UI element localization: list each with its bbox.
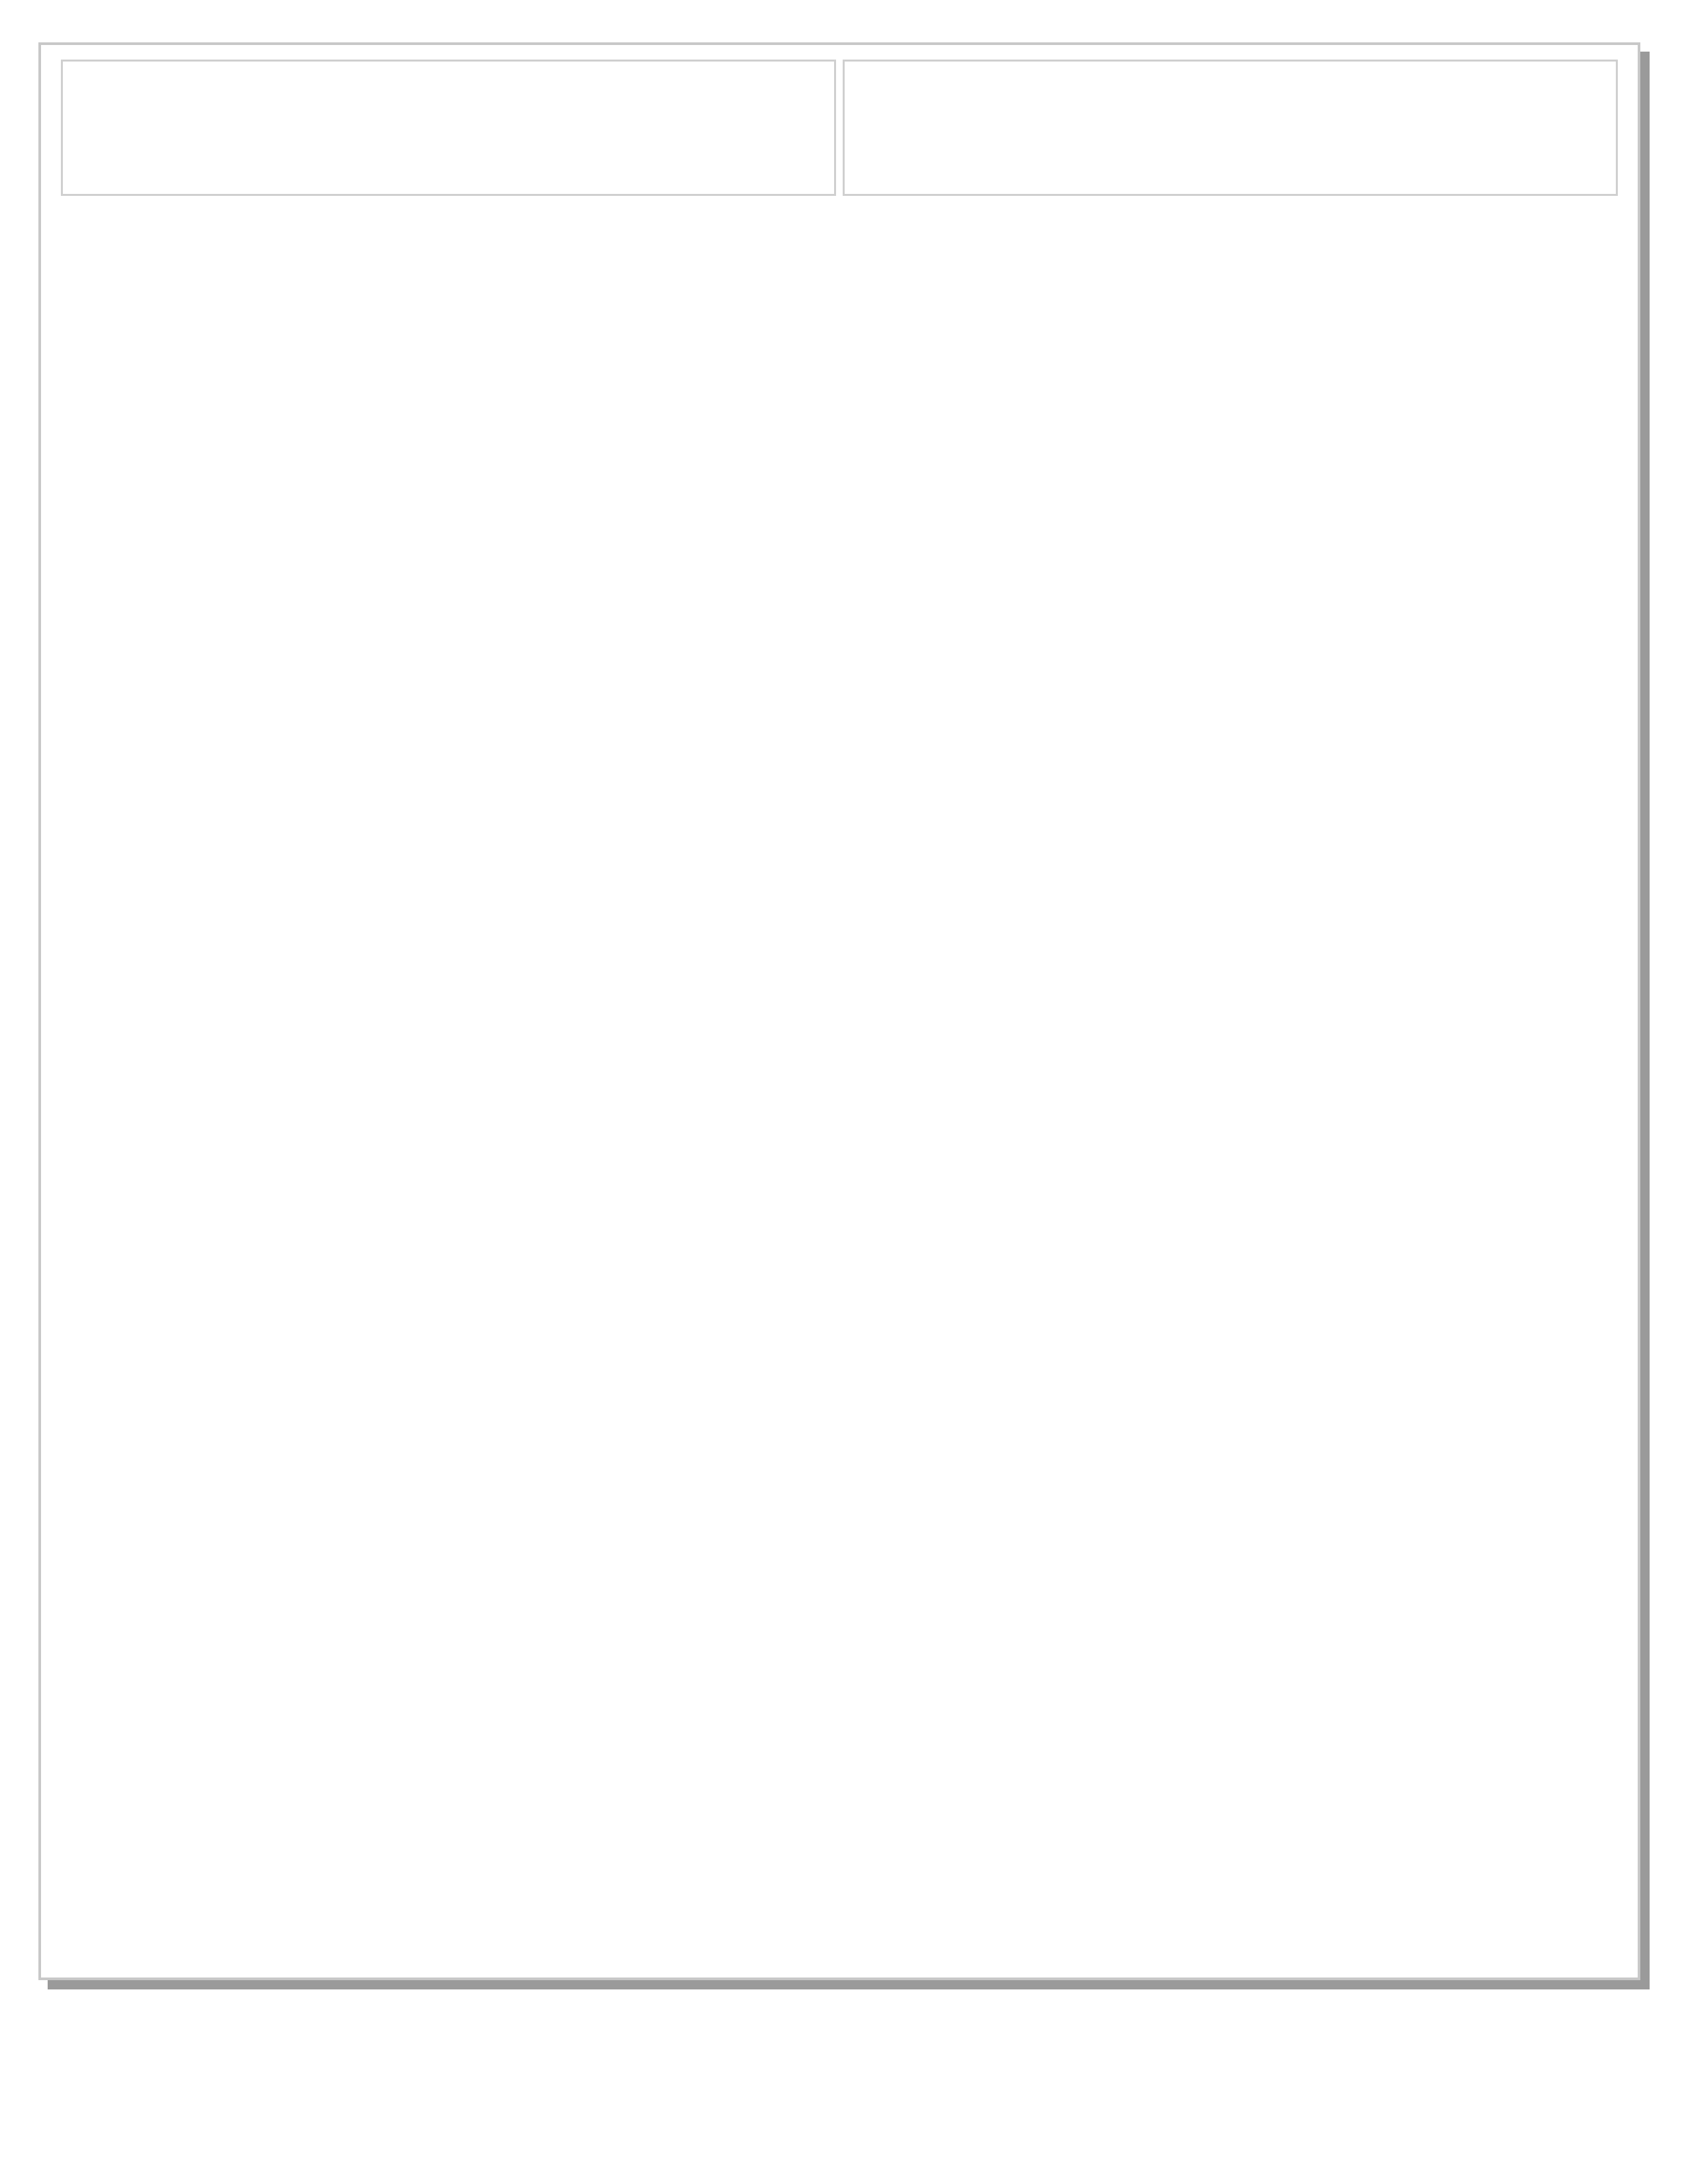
garland-divider-left — [75, 96, 823, 182]
ornament-cell-left — [61, 60, 836, 196]
ornament-cell-right — [843, 60, 1618, 196]
page-sheet — [38, 42, 1640, 1980]
ornament-row — [61, 60, 1618, 196]
verse-table — [54, 53, 1624, 203]
garland-divider-right — [857, 96, 1605, 182]
